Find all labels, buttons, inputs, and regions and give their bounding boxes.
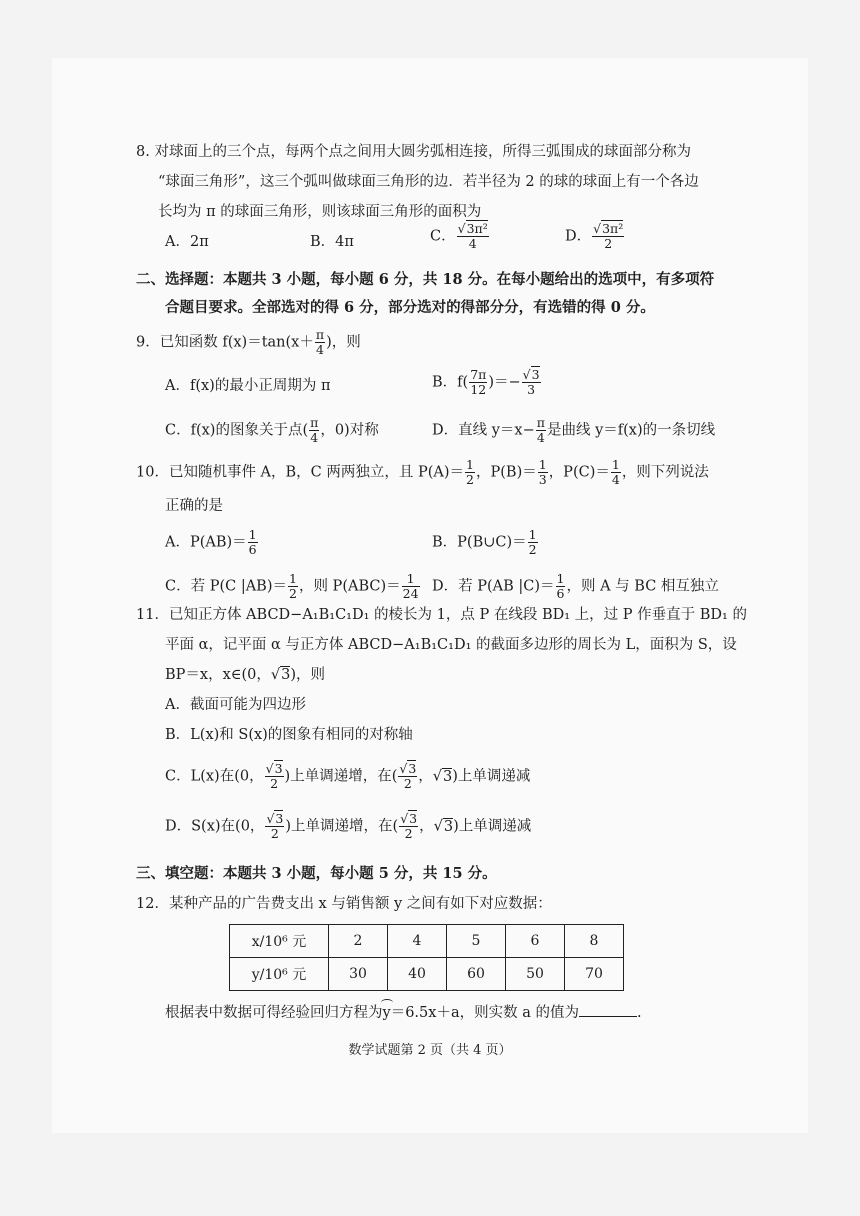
q11-option-d-d: )上单调递减: [453, 818, 532, 835]
q11-option-c-frac1: $\frac{√3}{2}$: [265, 761, 283, 791]
q11-line3-a: BP＝x，x∈(0，: [165, 667, 271, 683]
q10-pb-den: 3: [538, 472, 547, 487]
q12-stem: 12．某种产品的广告费支出 x 与销售额 y 之间有如下对应数据：: [136, 896, 552, 912]
q9-option-b-num2: 3: [531, 367, 540, 382]
q9-stem-b: )，则: [326, 334, 361, 351]
q9-option-b-den: 12: [470, 382, 487, 397]
q11-option-c-num2: 3: [408, 761, 417, 776]
q12-after-c: .: [636, 1005, 642, 1021]
q11-option-d-b: )上单调递增，在(: [285, 818, 399, 835]
q8-line1: 8. 对球面上的三个点，每两个点之间用大圆劣弧相连接，所得三弧围成的球面部分称为: [136, 144, 691, 160]
q10-option-d-num: 1: [556, 571, 565, 586]
q9-stem-fraction: [315, 328, 325, 357]
table-cell: 5: [447, 925, 506, 958]
q10-option-c: [165, 572, 421, 601]
q9-option-d-a: D．直线 y＝x−: [432, 422, 535, 439]
q10-option-a-a: A．P(AB)＝: [165, 534, 247, 551]
q11-option-d-c: ，: [419, 818, 434, 835]
q9-stem: [136, 328, 361, 357]
q10-stem-a: 10．已知随机事件 A，B，C 两两独立，且 P(A)＝: [136, 464, 465, 481]
q9-option-d: [432, 416, 715, 445]
q9-option-b: [432, 368, 542, 397]
table-cell: 30: [329, 958, 388, 991]
q10-option-a-num: 1: [248, 527, 257, 542]
q9-option-b-a: B．f(: [432, 374, 469, 391]
table-cell: 4: [388, 925, 447, 958]
q11-option-d-den1: 2: [270, 826, 279, 841]
q11-option-c-den2: 2: [403, 776, 412, 791]
q10-option-c-den2: 24: [402, 586, 419, 601]
q11-option-d-frac1: $\frac{√3}{2}$: [266, 811, 284, 841]
q10-option-c-frac2: [402, 572, 420, 601]
q10-stem-c: ，P(C)＝: [548, 464, 610, 481]
q11-option-d: D．S(x)在(0， $\frac{√3}{2}$ )上单调递增，在( $\frac{√3}{2}$ ，√3)上单调递减: [165, 811, 532, 841]
q9-option-b-b: )＝−: [488, 374, 521, 391]
q9-option-a: A．f(x)的最小正周期为 π: [165, 378, 331, 394]
q9-option-b-num: 7π: [470, 367, 487, 382]
table-cell: 70: [565, 958, 624, 991]
q10-option-d-den: 6: [556, 586, 565, 601]
q8-option-a: A．2π: [165, 234, 209, 250]
q11-option-d-num2: 3: [409, 811, 418, 826]
q10-stem-d: ，则下列说法: [621, 464, 709, 481]
q10-option-c-num2: 1: [402, 572, 420, 587]
q10-option-b: [432, 528, 539, 557]
q10-option-a-den: 6: [248, 542, 257, 557]
q9-option-c-frac: [309, 416, 319, 445]
q12-after-a: 根据表中数据可得经验回归方程为: [165, 1005, 383, 1021]
q11-option-c-d: )上单调递减: [452, 768, 531, 785]
q8-option-d-label: D．: [565, 228, 592, 245]
q9-option-c-den: 4: [310, 430, 319, 445]
q9-option-d-b: 是曲线 y＝f(x)的一条切线: [546, 422, 716, 439]
q8-option-d: [565, 222, 625, 251]
table-cell: 2: [329, 925, 388, 958]
q11-option-d-a: D．S(x)在(0，: [165, 818, 265, 835]
q10-pc-num: 1: [611, 457, 620, 472]
q11-line1: 11．已知正方体 ABCD−A₁B₁C₁D₁ 的棱长为 1，点 P 在线段 BD₁ 上，过 P 作垂直于 BD₁ 的: [136, 607, 747, 623]
q9-option-d-frac: [536, 416, 546, 445]
table-row: [230, 925, 624, 958]
table-cell: 60: [447, 958, 506, 991]
table-header-x: x/10⁶ 元: [230, 925, 329, 958]
q10-option-b-num: 1: [528, 527, 537, 542]
table-cell: 40: [388, 958, 447, 991]
q10-option-c-num1: 1: [289, 571, 297, 586]
q8-option-d-den: 2: [604, 236, 613, 251]
q10-option-c-a: C．若 P(C |AB)＝: [165, 578, 287, 595]
section3-heading: 三、填空题：本题共 3 小题，每小题 5 分，共 15 分。: [136, 865, 497, 882]
table-header-y: y/10⁶ 元: [230, 958, 329, 991]
q8-line3: 长均为 π 的球面三角形，则该球面三角形的面积为: [158, 204, 482, 220]
q10-frac-pb: [538, 458, 548, 487]
q8-option-c-fraction: $\frac{\text{√3π²}}{4}$: [457, 221, 488, 251]
q8-option-c: [430, 222, 490, 251]
q10-frac-pa: [465, 458, 475, 487]
q10-option-b-den: 2: [528, 542, 537, 557]
table-cell: 50: [506, 958, 565, 991]
q9-option-c: [165, 416, 379, 445]
q11-option-c-den1: 2: [270, 776, 279, 791]
q11-option-c: C．L(x)在(0， $\frac{√3}{2}$ )上单调递增，在( $\frac{√3}{2}$ ，√3)上单调递减: [165, 761, 531, 791]
answer-blank: [579, 1002, 637, 1017]
q11-option-d-num1: 3: [275, 811, 284, 826]
q11-option-c-b: )上单调递增，在(: [284, 768, 398, 785]
section2-heading-line2: 合题目要求。全部选对的得 6 分，部分选对的得部分分，有选错的得 0 分。: [165, 299, 655, 316]
q10-pc-den: 4: [611, 472, 620, 487]
q11-option-c-a: C．L(x)在(0，: [165, 768, 264, 785]
q8-option-d-fraction: $\frac{\text{√3π²}}{2}$: [593, 221, 624, 251]
q10-option-b-a: B．P(B∪C)＝: [432, 534, 527, 551]
q11-option-d-frac2: $\frac{√3}{2}$: [400, 811, 418, 841]
q9-option-b-den2: 3: [527, 382, 536, 397]
q11-option-c-frac2: $\frac{√3}{2}$: [399, 761, 417, 791]
table-cell: 6: [506, 925, 565, 958]
q8-option-c-den: 4: [468, 236, 477, 251]
q9-option-c-num: π: [310, 415, 319, 430]
q8-option-b: B．4π: [310, 234, 354, 250]
q9-option-d-den: 4: [536, 430, 545, 445]
table-row: [230, 958, 624, 991]
q10-stem-b: ，P(B)＝: [476, 464, 537, 481]
q9-option-c-a: C．f(x)的图象关于点(: [165, 422, 309, 439]
q9-stem-a: 9．已知函数 f(x)＝tan(x＋: [136, 334, 314, 351]
q11-option-c-num1: 3: [274, 761, 283, 776]
q11-option-c-c: ，: [418, 768, 433, 785]
q9-option-c-b: ，0)对称: [320, 422, 379, 439]
q11-line3: BP＝x，x∈(0，√3)，则: [165, 667, 326, 683]
q11-option-d-root: 3: [443, 818, 454, 835]
q8-option-d-num: 3π²: [602, 221, 624, 236]
q8-option-c-num: 3π²: [466, 221, 488, 236]
q11-option-a: A．截面可能为四边形: [165, 697, 306, 713]
q10-option-d: [432, 572, 719, 601]
q9-option-b-frac1: [469, 368, 487, 397]
q12-data-table: [229, 924, 624, 991]
q9-stem-num: π: [315, 327, 325, 342]
q10-option-c-b: ，则 P(ABC)＝: [298, 578, 401, 595]
q10-line2: 正确的是: [165, 498, 223, 514]
q10-option-d-a: D．若 P(AB |C)＝: [432, 578, 555, 595]
q11-line2: 平面 α，记平面 α 与正方体 ABCD−A₁B₁C₁D₁ 的截面多边形的周长为 L，面积为 S，设: [165, 637, 737, 653]
q8-option-c-label: C．: [430, 228, 456, 245]
q11-option-c-root: 3: [443, 768, 453, 785]
q11-option-b: B．L(x)和 S(x)的图象有相同的对称轴: [165, 727, 413, 743]
table-cell: 8: [565, 925, 624, 958]
q10-option-c-frac1: [288, 572, 298, 601]
q10-stem: [136, 458, 709, 487]
q10-option-c-den1: 2: [289, 586, 297, 601]
q10-pb-num: 1: [538, 457, 547, 472]
q12-after-b: ＝6.5x＋a，则实数 a 的值为: [390, 1005, 579, 1021]
q11-option-d-den2: 2: [404, 826, 413, 841]
q10-frac-pc: [611, 458, 621, 487]
section2-heading-line1: 二、选择题：本题共 3 小题，每小题 6 分，共 18 分。在每小题给出的选项中，有多项符: [136, 271, 715, 288]
q8-line2: “球面三角形”，这三个弧叫做球面三角形的边．若半径为 2 的球的球面上有一个各边: [158, 174, 699, 190]
q12-hat-y: y: [382, 1005, 391, 1021]
page-footer: 数学试题第 2 页（共 4 页）: [348, 1043, 512, 1058]
q10-option-a-frac: [248, 528, 258, 557]
q9-stem-den: 4: [315, 342, 324, 357]
q10-option-d-frac: [556, 572, 566, 601]
q12-after-table: [165, 1002, 642, 1023]
q10-pa-num: 1: [466, 457, 474, 472]
q11-line3-root: 3: [281, 667, 291, 683]
q10-option-d-b: ，则 A 与 BC 相互独立: [566, 578, 719, 595]
q9-option-b-frac2: $\frac{√3}{3}$: [522, 367, 540, 397]
q10-option-b-frac: [528, 528, 538, 557]
q9-option-d-num: π: [536, 415, 545, 430]
q10-option-a: [165, 528, 259, 557]
q11-line3-b: )，则: [290, 667, 326, 683]
q10-pa-den: 2: [466, 472, 474, 487]
